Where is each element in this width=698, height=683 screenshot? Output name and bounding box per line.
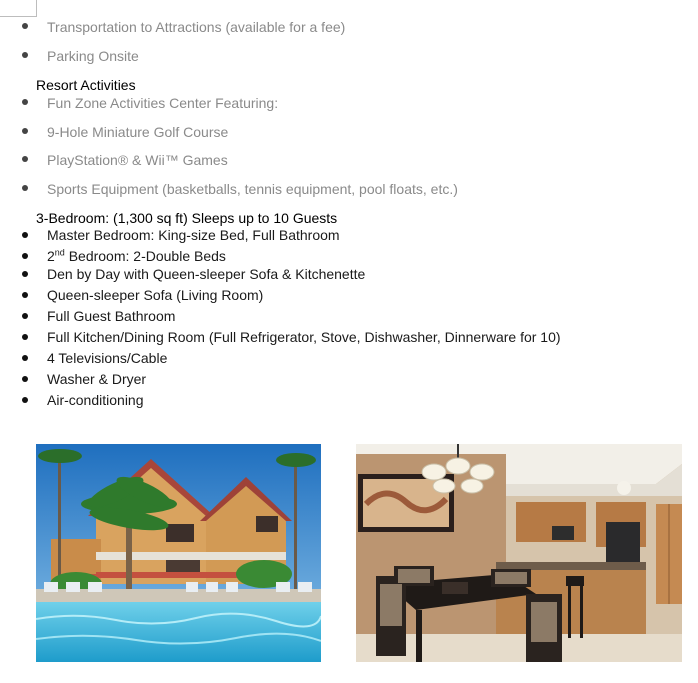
- list-item: Queen-sleeper Sofa (Living Room): [47, 287, 264, 303]
- list-item: Air-conditioning: [47, 392, 144, 408]
- section-heading-resort-activities: Resort Activities: [36, 77, 136, 93]
- list-item: Transportation to Attractions (available for a fee): [47, 19, 346, 35]
- bullet-icon: [22, 128, 28, 134]
- second-bedroom-prefix: 2: [47, 248, 55, 264]
- list-item: Master Bedroom: King-size Bed, Full Bathroom: [47, 227, 340, 243]
- list-item: Full Guest Bathroom: [47, 308, 176, 324]
- bullet-icon: [22, 355, 28, 361]
- list-item: PlayStation® & Wii™ Games: [47, 152, 228, 168]
- ordinal-suffix: nd: [54, 247, 65, 258]
- bullet-icon: [22, 52, 28, 58]
- list-item: 9-Hole Miniature Golf Course: [47, 124, 229, 140]
- bullet-icon: [22, 99, 28, 105]
- list-item: Den by Day with Queen-sleeper Sofa & Kitchenette: [47, 266, 366, 282]
- list-item: [47, 247, 226, 265]
- bullet-icon: [22, 292, 28, 298]
- bullet-icon: [22, 23, 28, 29]
- list-item: 4 Televisions/Cable: [47, 350, 168, 366]
- bullet-icon: [22, 232, 28, 238]
- list-item: Sports Equipment (basketballs, tennis equipment, pool floats, etc.): [47, 181, 458, 197]
- bullet-icon: [22, 397, 28, 403]
- bullet-icon: [22, 156, 28, 162]
- list-item: Parking Onsite: [47, 48, 139, 64]
- list-item: Washer & Dryer: [47, 371, 147, 387]
- bullet-icon: [22, 334, 28, 340]
- kitchen-dining-photo: [356, 444, 682, 662]
- bullet-icon: [22, 185, 28, 191]
- second-bedroom-rest: Bedroom: 2-Double Beds: [64, 248, 226, 264]
- bullet-icon: [22, 253, 28, 259]
- resort-pool-photo: [36, 444, 321, 662]
- list-item: Full Kitchen/Dining Room (Full Refrigerator, Stove, Dishwasher, Dinnerware for 10): [47, 329, 561, 345]
- bullet-icon: [22, 313, 28, 319]
- page-corner-mark: [0, 0, 37, 17]
- bullet-icon: [22, 271, 28, 277]
- section-heading-3-bedroom: 3-Bedroom: (1,300 sq ft) Sleeps up to 10 Guests: [36, 210, 338, 226]
- bullet-icon: [22, 376, 28, 382]
- list-item: Fun Zone Activities Center Featuring:: [47, 95, 279, 111]
